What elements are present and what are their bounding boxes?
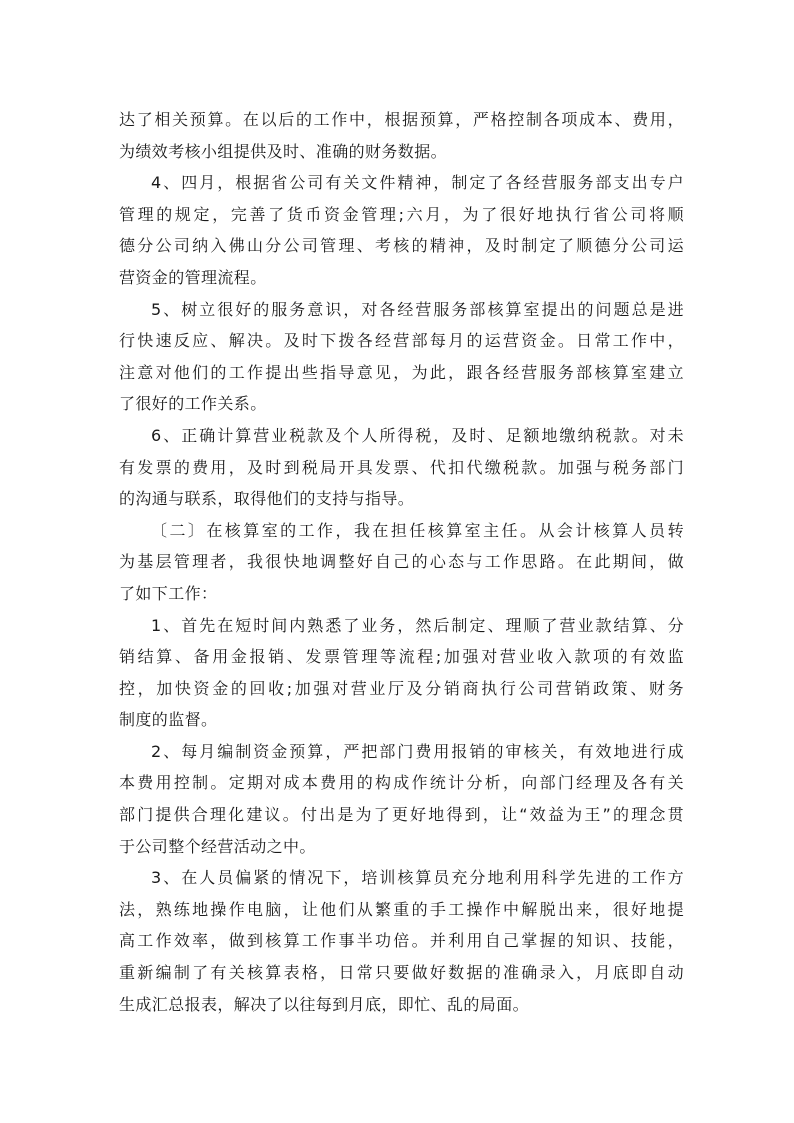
text-line: 达了相关预算。在以后的工作中，根据预算，严格控制各项成本、费用，: [119, 110, 684, 129]
text-line: 德分公司纳入佛山分公司管理、考核的精神，及时制定了顺德分公司运: [119, 236, 684, 256]
text-line: 为绩效考核小组提供及时、准确的财务数据。: [119, 141, 448, 161]
text-line: 4、四月，根据省公司有关文件精神，制定了各经营服务部支出专户: [151, 173, 684, 193]
text-line: 重新编制了有关核算表格，日常只要做好数据的准确录入，月底即自动: [119, 963, 684, 983]
text-line: 高工作效率，做到核算工作事半功倍。并利用自己掌握的知识、技能，: [119, 931, 684, 951]
text-line: 5、树立很好的服务意识，对各经营服务部核算室提出的问题总是进: [151, 299, 684, 319]
text-line: 注意对他们的工作提出些指导意见，为此，跟各经营服务部核算室建立: [119, 362, 684, 382]
text-line: 部门提供合理化建议。付出是为了更好地得到，让“效益为王”的理念贯: [119, 805, 684, 825]
text-line: 有发票的费用，及时到税局开具发票、代扣代缴税款。加强与税务部门: [119, 457, 684, 477]
text-line: 控，加快资金的回收;加强对营业厅及分销商执行公司营销政策、财务: [119, 678, 684, 698]
text-line: 3、在人员偏紧的情况下，培训核算员充分地利用科学先进的工作方: [151, 868, 684, 888]
text-line: 生成汇总报表，解决了以往每到月底，即忙、乱的局面。: [119, 994, 530, 1014]
text-line: 制度的监督。: [119, 710, 218, 730]
text-line: 〔二〕在核算室的工作，我在担任核算室主任。从会计核算人员转: [151, 520, 684, 540]
text-line: 法，熟练地操作电脑，让他们从繁重的手工操作中解脱出来，很好地提: [119, 899, 684, 919]
text-line: 管理的规定，完善了货币资金管理;六月，为了很好地执行省公司将顺: [119, 204, 684, 224]
text-line: 本费用控制。定期对成本费用的构成作统计分析，向部门经理及各有关: [119, 773, 684, 793]
text-line: 1、首先在短时间内熟悉了业务，然后制定、理顺了营业款结算、分: [151, 615, 684, 635]
text-line: 了很好的工作关系。: [119, 394, 267, 414]
text-line: 销结算、备用金报销、发票管理等流程;加强对营业收入款项的有效监: [119, 647, 684, 667]
document-body: [119, 104, 684, 1020]
text-line: 了如下工作：: [119, 583, 218, 603]
text-line: 2、每月编制资金预算，严把部门费用报销的审核关，有效地进行成: [151, 741, 684, 761]
text-line: 的沟通与联系，取得他们的支持与指导。: [119, 489, 415, 509]
text-line: 营资金的管理流程。: [119, 267, 267, 287]
text-line: 行快速反应、解决。及时下拨各经营部每月的运营资金。日常工作中，: [119, 331, 684, 351]
text-line: 为基层管理者，我很快地调整好自己的心态与工作思路。在此期间，做: [119, 552, 684, 572]
text-line: 6、正确计算营业税款及个人所得税，及时、足额地缴纳税款。对未: [151, 425, 684, 445]
text-line: 于公司整个经营活动之中。: [119, 836, 316, 856]
